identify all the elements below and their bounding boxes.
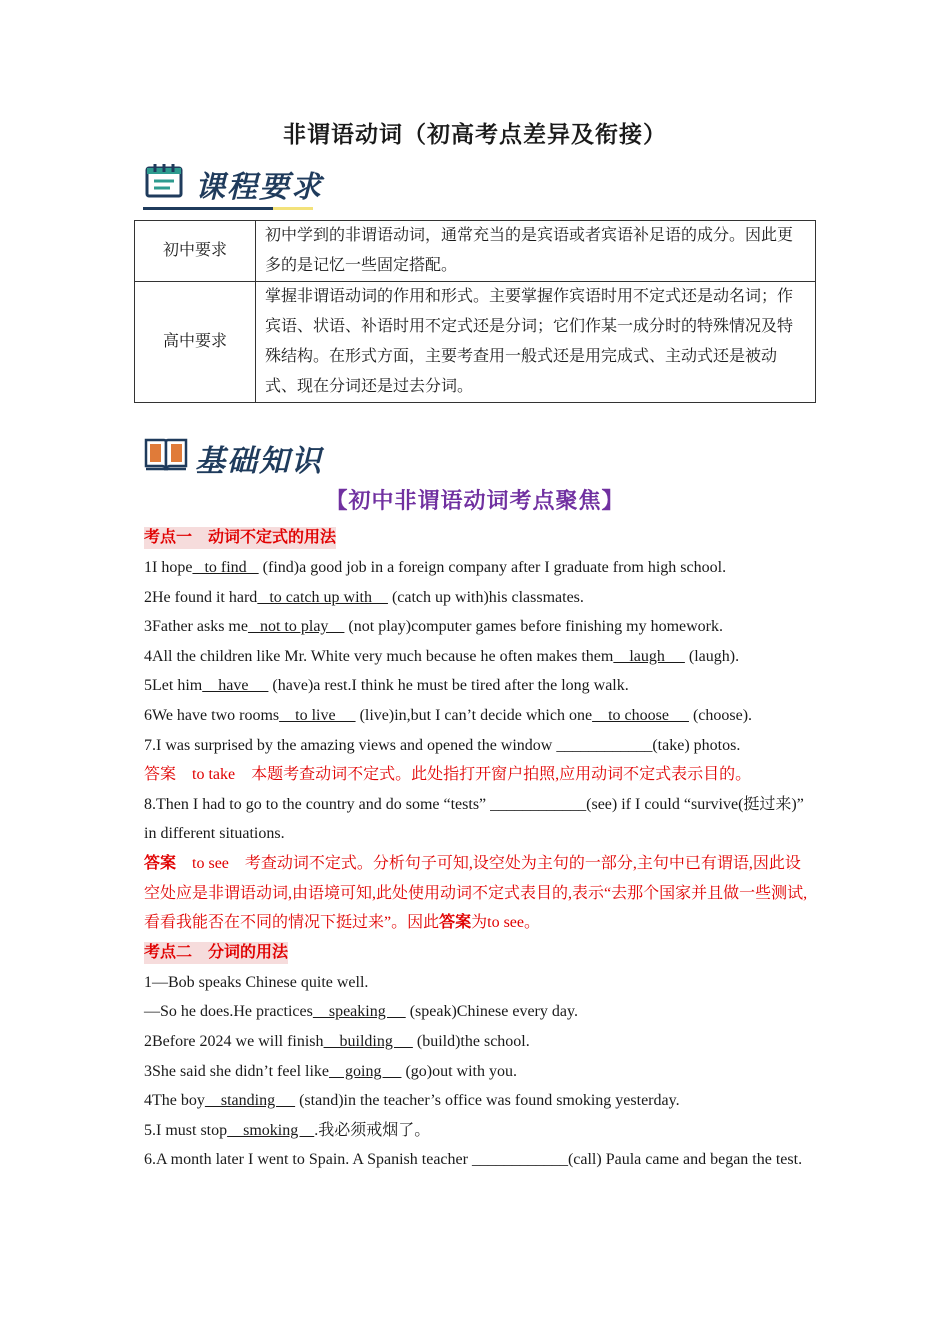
- answer-blank: speaking: [312, 1003, 406, 1021]
- book-icon: [143, 436, 189, 472]
- question: 4All the children like Mr. White very much because he often makes them laugh (laugh).: [144, 647, 740, 665]
- question: 4The boy standing (stand)in the teacher’s office was found smoking yesterday.: [144, 1092, 680, 1110]
- table-row: [135, 282, 816, 403]
- question: 6.A month later I went to Spain. A Spanish teacher ____________(call) Paula came and began the test.: [144, 1151, 803, 1169]
- answer-blank: laugh: [613, 647, 685, 665]
- requirements-table: [134, 220, 816, 403]
- answer-explanation: 答案 to take 本题考查动词不定式。此处指打开窗户拍照,应用动词不定式表示目的。: [144, 766, 752, 784]
- answer-blank: have: [202, 677, 269, 695]
- question: 5.I must stop smoking .我必须戒烟了。: [144, 1121, 431, 1139]
- answer-blank: going: [329, 1062, 402, 1080]
- question: 3She said she didn’t feel like going (go)out with you.: [144, 1062, 517, 1080]
- question: 1I hope to find (find)a good job in a foreign company after I graduate from high school.: [144, 559, 727, 576]
- requirement-content: 初中学到的非谓语动词，通常充当的是宾语或者宾语补足语的成分。因此更多的是记忆一些固定搭配。: [256, 221, 816, 282]
- question: 3Father asks me not to play (not play)computer games before finishing my homework.: [144, 618, 723, 636]
- page-title: 非谓语动词（初高考点差异及衔接）: [283, 122, 667, 147]
- key-point-title: 考点一 动词不定式的用法: [144, 527, 336, 549]
- answer-explanation: 答案 to see 考查动词不定式。分析句子可知,设空处为主句的一部分,主句中已有谓语,因此设空处应是非谓语动词,由语境可知,此处使用动词不定式表目的,表示“去那个国家并且做一些测试,看看我能否在不同的情况下挺过来”。因此答案为to see。: [144, 854, 808, 932]
- answer-blank: standing: [204, 1092, 296, 1110]
- requirement-label: 初中要求: [135, 221, 256, 282]
- question: 2He found it hard to catch up with (catch up with)his classmates.: [144, 588, 584, 606]
- section-underline: [143, 207, 313, 210]
- answer-blank: building: [323, 1032, 413, 1050]
- answer-blank: to live: [279, 706, 356, 724]
- answer-blank: to catch up with: [257, 588, 388, 606]
- section-heading: 课程要求: [195, 171, 323, 204]
- question: 2Before 2024 we will finish building (build)the school.: [144, 1032, 530, 1050]
- answer-blank: not to play: [247, 618, 345, 636]
- requirement-content: 掌握非谓语动词的作用和形式。主要掌握作宾语时用不定式还是动名词；作宾语、状语、补语时用不定式还是分词；它们作某一成分时的特殊情况及特殊结构。在形式方面，主要考查用一般式还是用完成式、主动式还是被动式、现在分词还是过去分词。: [256, 282, 816, 403]
- exercise-body: [144, 523, 814, 1175]
- question: 8.Then I had to go to the country and do some “tests” ____________(see) if I could “survive(挺过来)” in different situations.: [144, 795, 804, 843]
- focus-title: 【初中非谓语动词考点聚焦】: [325, 488, 625, 513]
- answer-blank: smoking: [227, 1121, 315, 1139]
- answer-blank: to choose: [592, 706, 689, 724]
- question: 6We have two rooms to live (live)in,but I can’t decide which one to choose (choose).: [144, 706, 753, 724]
- key-point-title: 考点二 分词的用法: [144, 942, 288, 964]
- section-heading: 基础知识: [195, 445, 323, 478]
- notepad-icon: [143, 162, 187, 200]
- question: —So he does.He practices speaking (speak)Chinese every day.: [144, 1003, 578, 1021]
- question: 1—Bob speaks Chinese quite well.: [144, 973, 369, 991]
- question: 7.I was surprised by the amazing views and opened the window ____________(take) photos.: [144, 736, 741, 754]
- requirement-label: 高中要求: [135, 282, 256, 403]
- answer-blank: to find: [192, 559, 259, 576]
- table-row: [135, 221, 816, 282]
- question: 5Let him have (have)a rest.I think he must be tired after the long walk.: [144, 677, 629, 695]
